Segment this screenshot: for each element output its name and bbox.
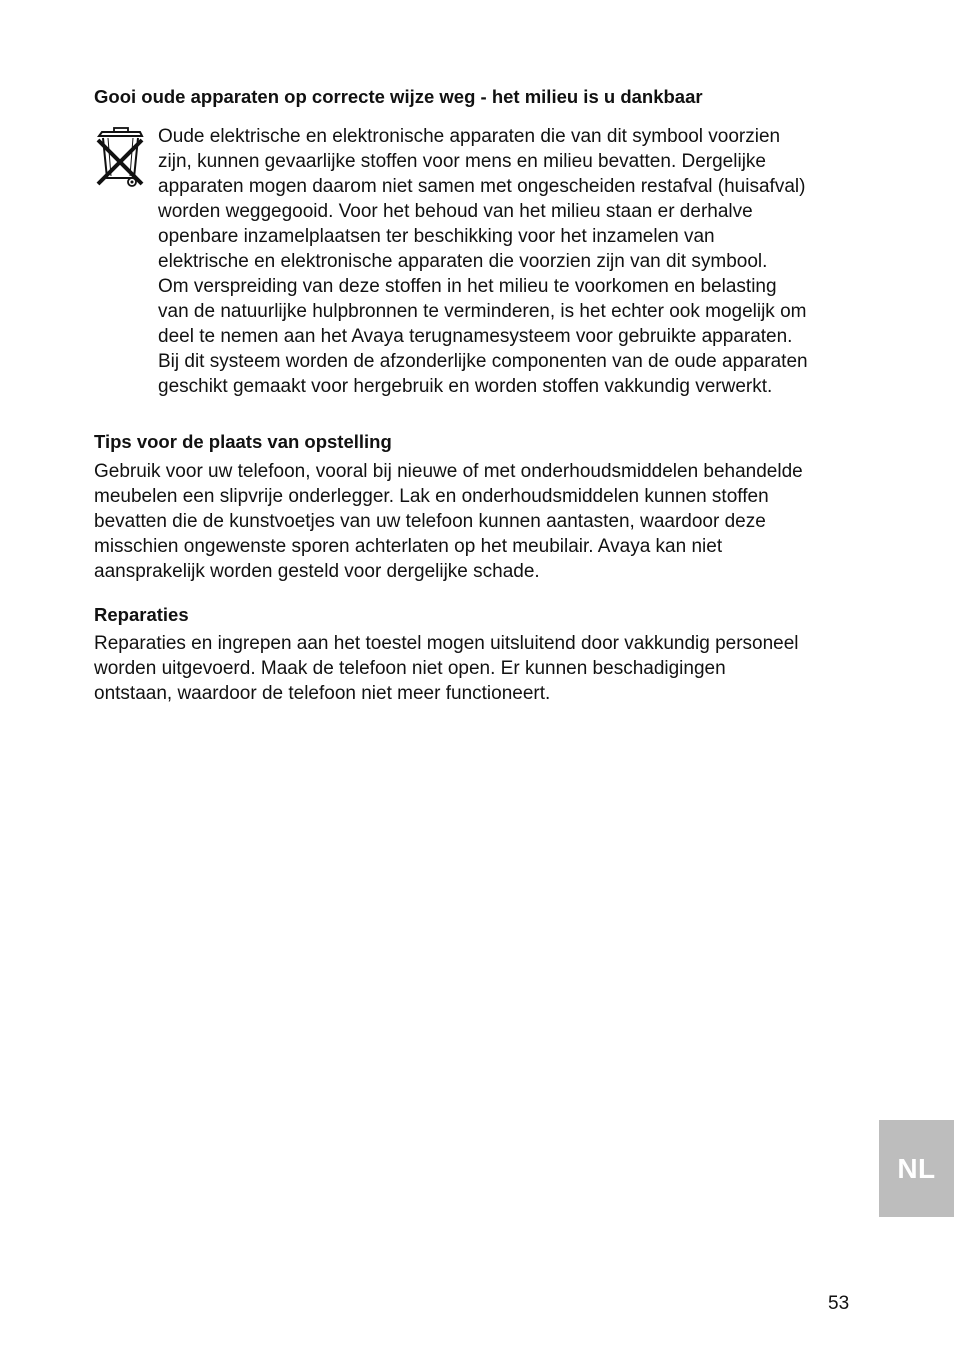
- language-tab-label: NL: [897, 1152, 936, 1184]
- paragraph-line: worden uitgevoerd. Maak de telefoon niet open. Er kunnen beschadigingen: [94, 658, 726, 679]
- paragraph-line: meubelen een slipvrije onderlegger. Lak en onderhoudsmiddelen kunnen stoffen: [94, 486, 769, 507]
- placement-tips-heading: Tips voor de plaats van opstelling: [94, 431, 392, 452]
- placement-tips-paragraph: [94, 459, 803, 584]
- paragraph-line: aansprakelijk worden gesteld voor dergelijke schade.: [94, 561, 540, 582]
- paragraph-line: elektrische en elektronische apparaten die voorzien zijn van dit symbool.: [158, 251, 768, 272]
- paragraph-line: bevatten die de kunstvoetjes van uw telefoon kunnen aantasten, waardoor deze: [94, 511, 766, 532]
- language-tab: [879, 1120, 954, 1217]
- paragraph-line: openbare inzamelplaatsen ter beschikking voor het inzamelen van: [158, 226, 715, 247]
- paragraph-line: apparaten mogen daarom niet samen met ongescheiden restafval (huisafval): [158, 176, 806, 197]
- disposal-paragraph: [158, 124, 808, 399]
- paragraph-line: Bij dit systeem worden de afzonderlijke componenten van de oude apparaten: [158, 351, 808, 372]
- page-number: 53: [828, 1293, 850, 1314]
- paragraph-line: Gebruik voor uw telefoon, vooral bij nieuwe of met onderhoudsmiddelen behandelde: [94, 461, 803, 482]
- paragraph-line: Reparaties en ingrepen aan het toestel mogen uitsluitend door vakkundig personeel: [94, 633, 799, 654]
- paragraph-line: misschien ongewenste sporen achterlaten op het meubilair. Avaya kan niet: [94, 536, 723, 557]
- paragraph-line: geschikt gemaakt voor hergebruik en worden stoffen vakkundig verwerkt.: [158, 376, 773, 397]
- paragraph-line: deel te nemen aan het Avaya terugnamesysteem voor gebruikte apparaten.: [158, 326, 793, 347]
- paragraph-line: Oude elektrische en elektronische apparaten die van dit symbool voorzien: [158, 126, 781, 147]
- paragraph-line: van de natuurlijke hulpbronnen te verminderen, is het echter ook mogelijk om: [158, 301, 807, 322]
- disposal-heading: Gooi oude apparaten op correcte wijze weg - het milieu is u dankbaar: [94, 86, 703, 107]
- paragraph-line: Om verspreiding van deze stoffen in het milieu te voorkomen en belasting: [158, 276, 777, 297]
- repairs-heading: Reparaties: [94, 604, 189, 625]
- repairs-paragraph: [94, 631, 799, 706]
- crossed-out-wheelie-bin-icon: [94, 124, 148, 190]
- paragraph-line: ontstaan, waardoor de telefoon niet meer functioneert.: [94, 683, 551, 704]
- paragraph-line: zijn, kunnen gevaarlijke stoffen voor mens en milieu bevatten. Dergelijke: [158, 151, 766, 172]
- paragraph-line: worden weggegooid. Voor het behoud van het milieu staan er derhalve: [158, 201, 753, 222]
